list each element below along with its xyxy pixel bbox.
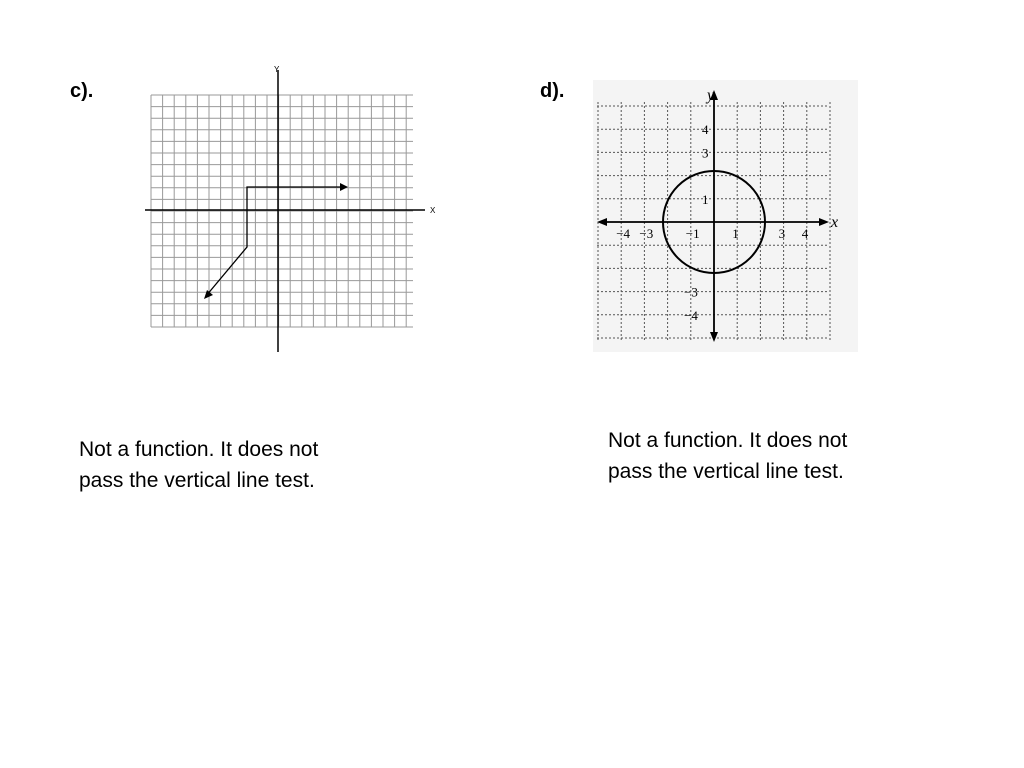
panel-d-caption-line1: Not a function. It does not <box>608 429 848 452</box>
panel-c-x-axis-label: X <box>430 206 436 215</box>
panel-d-y-tick-label: 1 <box>702 191 709 207</box>
panel-c-y-axis-label: Y <box>274 65 280 74</box>
panel-c-arrowhead-right <box>340 183 348 191</box>
panel-d-y-axis-label: y <box>707 87 715 104</box>
panel-d-y-tick-label: 4 <box>702 122 709 138</box>
panel-d-x-tick-label: −1 <box>685 226 700 241</box>
panel-d-y-tick-label: −3 <box>684 284 698 300</box>
panel-d-y-tick-label: 3 <box>702 145 709 161</box>
panel-d-y-tick-label: −4 <box>684 307 698 323</box>
panel-c-caption <box>79 434 409 496</box>
panel-c-caption-line2: pass the vertical line test. <box>79 469 315 492</box>
panel-c-caption-line1: Not a function. It does not <box>79 438 319 461</box>
panel-d-caption <box>608 425 938 487</box>
panel-d-x-tick-label: 4 <box>801 226 809 241</box>
panel-d-x-axis-label: x <box>831 214 839 231</box>
panel-d-label: d). <box>540 80 565 102</box>
panel-d-x-tick-label: 1 <box>732 226 739 241</box>
panel-c-graph <box>140 62 440 357</box>
panel-c-label: c). <box>70 80 94 102</box>
panel-d-x-tick-label: 3 <box>778 226 786 241</box>
panel-d-x-tick-label: −3 <box>639 226 654 241</box>
panel-c-relation-curve <box>206 187 340 296</box>
panel-d-graph <box>593 80 858 352</box>
panel-d-x-tick-label: −4 <box>616 226 631 241</box>
panel-d-caption-line2: pass the vertical line test. <box>608 460 844 483</box>
panel-c-grid <box>151 95 413 327</box>
